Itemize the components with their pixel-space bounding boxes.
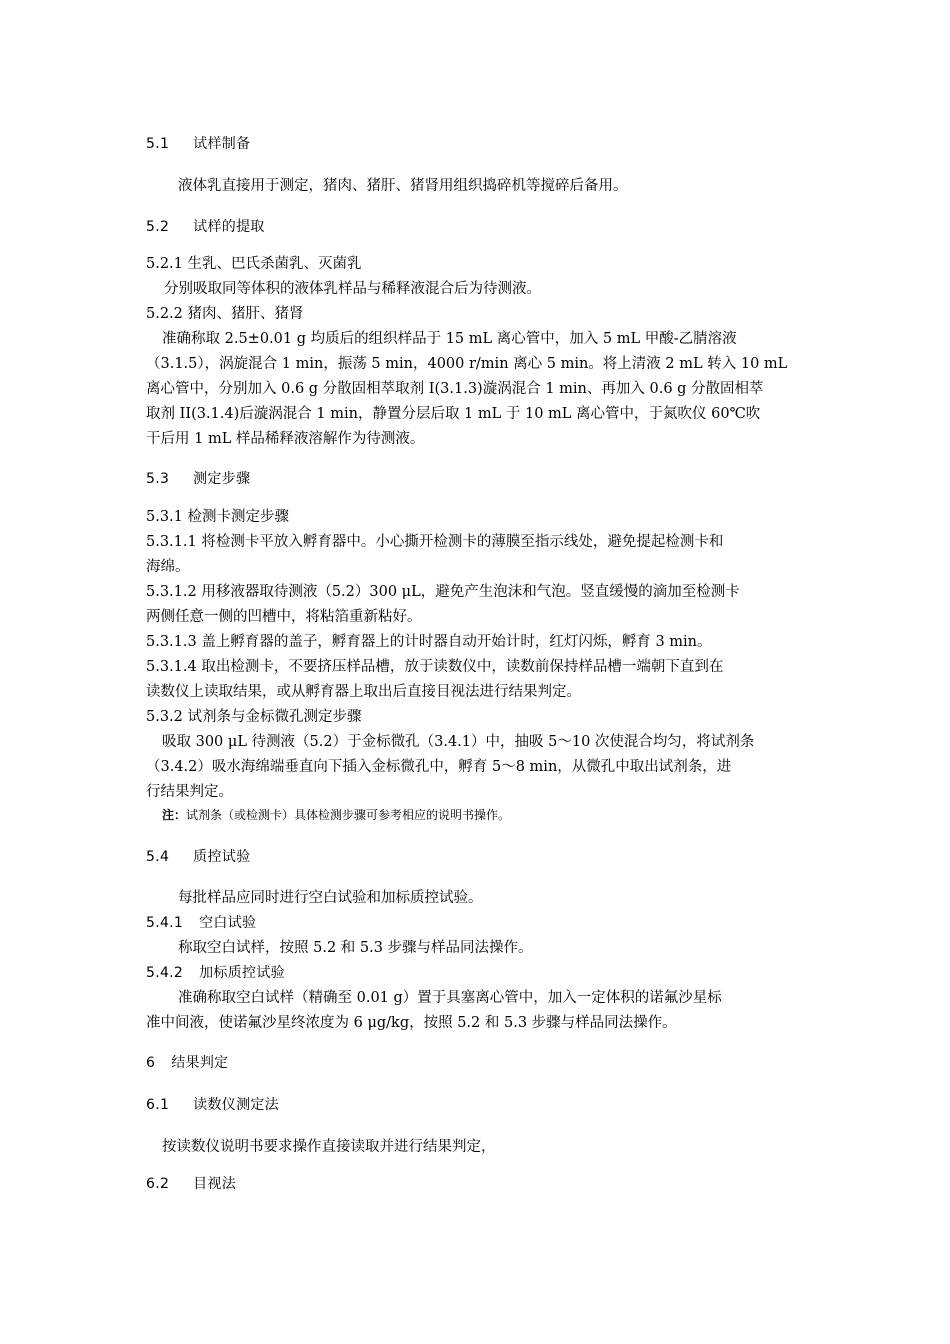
paragraph-line: 5.3.1.1 将检测卡平放入孵育器中。小心撕开检测卡的薄膜至指示线处，避免提起检测卡和 bbox=[146, 534, 724, 550]
section-heading-5-1: 5.1 试样制备 bbox=[146, 136, 251, 152]
note bbox=[162, 806, 510, 823]
paragraph-line: 准确称取空白试样（精确至 0.01 g）置于具塞离心管中，加入一定体积的诺氟沙星标 bbox=[178, 990, 722, 1006]
paragraph-line: 准中间液，使诺氟沙星终浓度为 6 μg/kg，按照 5.2 和 5.3 步骤与样品同法操作。 bbox=[146, 1015, 677, 1031]
paragraph-line: （3.4.2）吸水海绵端垂直向下插入金标微孔中，孵育 5～8 min，从微孔中取出试剂条，进 bbox=[146, 759, 732, 775]
paragraph-line: 取剂 II(3.1.4)后漩涡混合 1 min，静置分层后取 1 mL 于 10 mL 离心管中，于氮吹仪 60℃吹 bbox=[146, 406, 761, 422]
paragraph: 液体乳直接用于测定，猪肉、猪肝、猪肾用组织捣碎机等搅碎后备用。 bbox=[178, 178, 628, 194]
paragraph-line: 5.3.1.3 盖上孵育器的盖子，孵育器上的计时器自动开始计时，红灯闪烁，孵育 3 min。 bbox=[146, 634, 712, 650]
paragraph: 分别吸取同等体积的液体乳样品与稀释液混合后为待测液。 bbox=[164, 281, 541, 297]
section-heading-6: 6 结果判定 bbox=[146, 1055, 229, 1071]
paragraph: 每批样品应同时进行空白试验和加标质控试验。 bbox=[178, 890, 483, 906]
paragraph-line: 读数仪上读取结果，或从孵育器上取出后直接目视法进行结果判定。 bbox=[146, 684, 581, 700]
paragraph-line: （3.1.5），涡旋混合 1 min，振荡 5 min，4000 r/min 离心 5 min。将上清液 2 mL 转入 10 mL bbox=[146, 356, 788, 372]
subsection-title: 5.3.2 试剂条与金标微孔测定步骤 bbox=[146, 709, 362, 725]
subsection-heading-5-4-2: 5.4.2 加标质控试验 bbox=[146, 965, 285, 981]
paragraph: 称取空白试样，按照 5.2 和 5.3 步骤与样品同法操作。 bbox=[178, 940, 533, 956]
subsection-title: 5.2.2 猪肉、猪肝、猪肾 bbox=[146, 306, 304, 322]
paragraph-line: 准确称取 2.5±0.01 g 均质后的组织样品于 15 mL 离心管中，加入 5 mL 甲酸-乙腈溶液 bbox=[162, 331, 737, 347]
section-heading-6-1: 6.1 读数仪测定法 bbox=[146, 1097, 279, 1113]
note-label: 注： bbox=[162, 808, 187, 822]
note-text: 试剂条（或检测卡）具体检测步骤可参考相应的说明书操作。 bbox=[186, 808, 511, 822]
paragraph-line: 干后用 1 mL 样品稀释液溶解作为待测液。 bbox=[146, 431, 425, 447]
section-heading-5-2: 5.2 试样的提取 bbox=[146, 219, 265, 235]
paragraph-line: 海绵。 bbox=[146, 559, 190, 575]
subsection-title: 5.2.1 生乳、巴氏杀菌乳、灭菌乳 bbox=[146, 256, 362, 272]
paragraph-line: 离心管中，分别加入 0.6 g 分散固相萃取剂 I(3.1.3)漩涡混合 1 min、再加入 0.6 g 分散固相萃 bbox=[146, 381, 764, 397]
paragraph-line: 5.3.1.4 取出检测卡，不要挤压样品槽，放于读数仪中，读数前保持样品槽一端朝下直到在 bbox=[146, 659, 724, 675]
paragraph-line: 行结果判定。 bbox=[146, 784, 233, 800]
subsection-title: 5.3.1 检测卡测定步骤 bbox=[146, 509, 290, 525]
section-heading-6-2: 6.2 目视法 bbox=[146, 1176, 237, 1192]
section-heading-5-3: 5.3 测定步骤 bbox=[146, 471, 251, 487]
section-heading-5-4: 5.4 质控试验 bbox=[146, 849, 251, 865]
paragraph: 按读数仪说明书要求操作直接读取并进行结果判定， bbox=[162, 1139, 496, 1155]
paragraph-line: 5.3.1.2 用移液器取待测液（5.2）300 μL，避免产生泡沫和气泡。竖直缓慢的滴加至检测卡 bbox=[146, 584, 740, 600]
subsection-heading-5-4-1: 5.4.1 空白试验 bbox=[146, 915, 257, 931]
paragraph-line: 吸取 300 μL 待测液（5.2）于金标微孔（3.4.1）中，抽吸 5～10 次使混合均匀，将试剂条 bbox=[162, 734, 755, 750]
paragraph-line: 两侧任意一侧的凹槽中，将粘箔重新粘好。 bbox=[146, 609, 422, 625]
